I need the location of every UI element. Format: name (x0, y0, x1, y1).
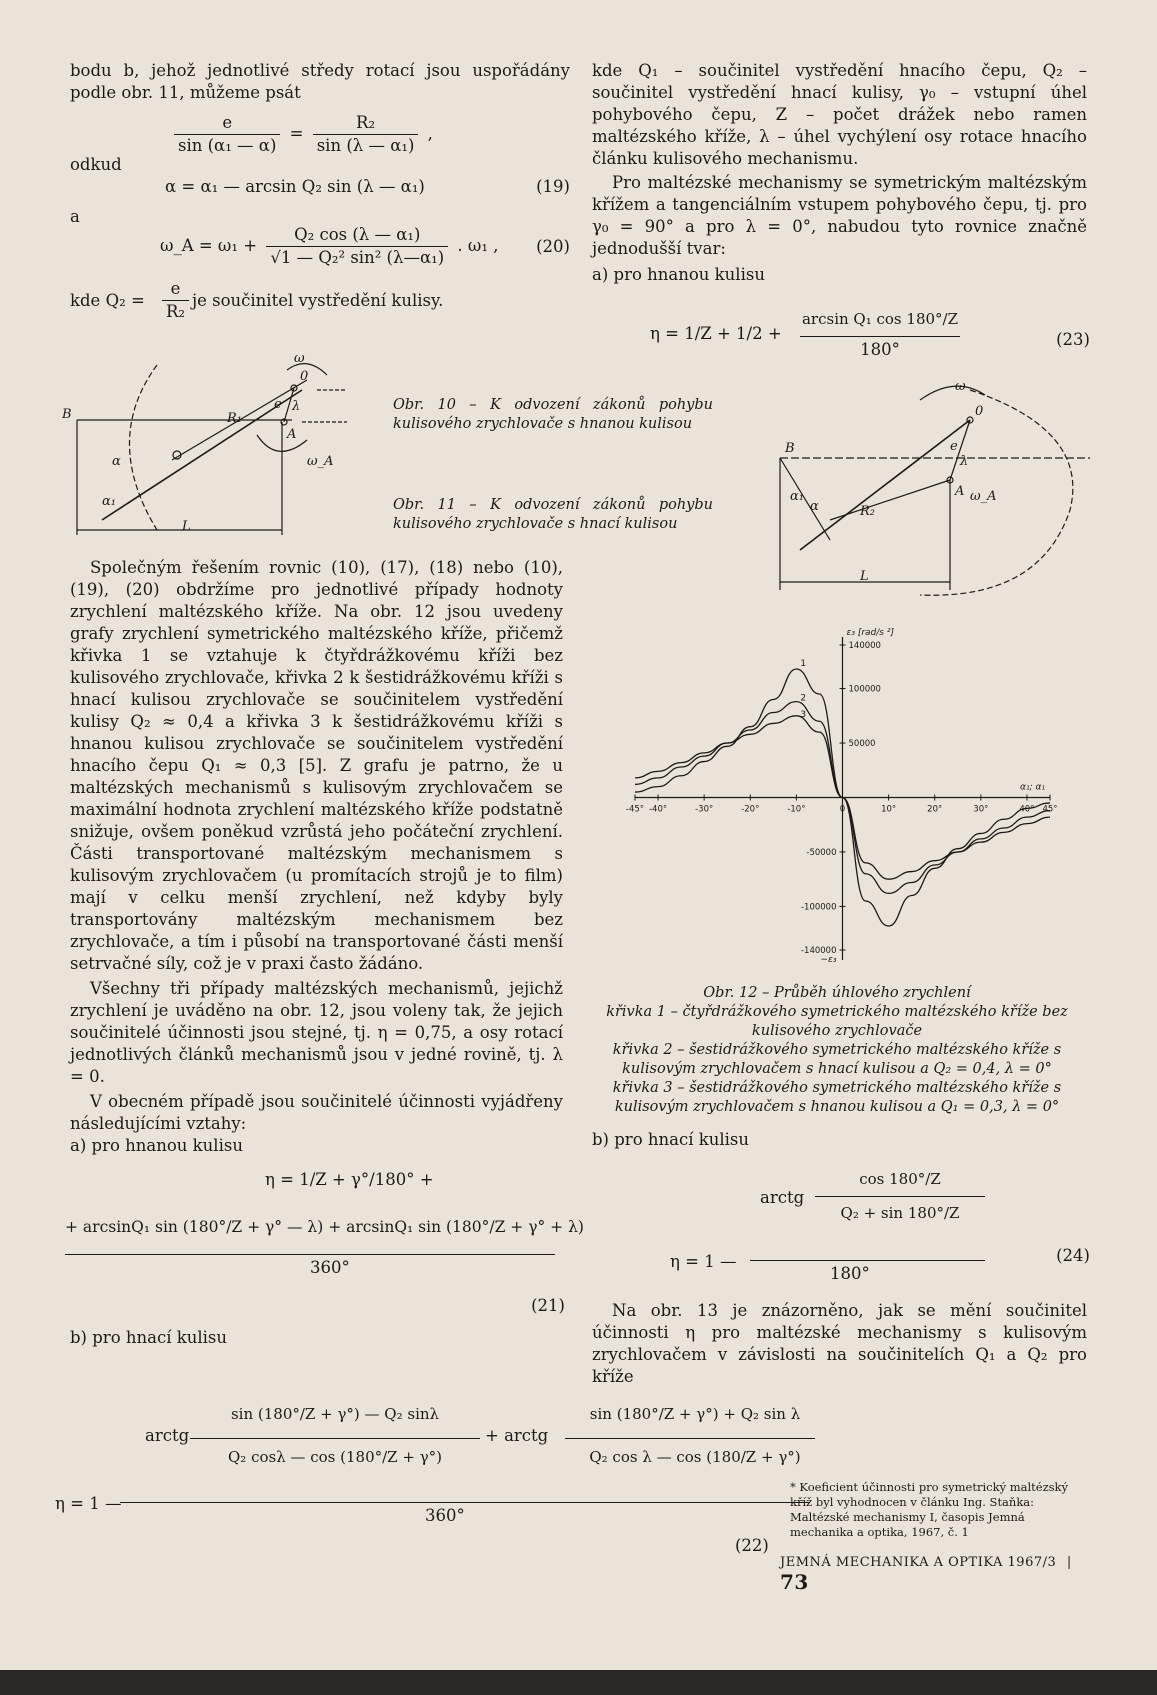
label-lambda: λ (292, 399, 301, 414)
left-b-label: b) pro hnací kulisu (70, 1328, 227, 1347)
eq-ratio: $\frac{e}{\text{sin (α₁ — α)}}$ = $\frac{\text{R₂}}{\text{sin (λ — α₁)}}$ , (70, 110, 570, 158)
scan-edge (0, 1670, 1157, 1695)
left-paragraph-4: V obecném případě jsou součinitelé účinnosti vyjádřeny následujícími vztahy: (70, 1092, 563, 1133)
x-tick-label: 30° (973, 804, 989, 815)
label-a-right: A (955, 484, 965, 499)
left-a-label: a) pro hnanou kulisu (70, 1136, 243, 1155)
series-label-3: 3 (800, 709, 807, 720)
label-a: A (287, 427, 297, 442)
x-tick-label: -10° (787, 804, 806, 815)
left-paragraph-1: bodu b, jehož jednotlivé středy rotací jsou uspořádány podle obr. 11, můžeme psát (70, 61, 570, 102)
arc-path (130, 365, 158, 530)
y-tick-label: -100000 (800, 902, 837, 913)
caption-fig-12: Obr. 12 – Průběh úhlového zrychlení křivka 1 – čtyřdrážkového symetrického maltézského kříže bez kulisového zrychlovače křivka 2 – šestidrážkového symetrického maltézského kříže s kulisovým zrychlovačem s hnací kulisou a Q₂ = 0,4, λ = 0° křivka 3 – šestidrážkového symetrického maltézského kříže s kulisovým zrychlovačem s hnanou kulisou a Q₁ = 0,3, λ = 0° (606, 985, 1068, 1115)
right-paragraph-2: Pro maltézské mechanismy se symetrickým maltézským křížem a tangenciálním vstupem pohybového čepu, tj. pro γ₀ = 90° a pro λ = 0°, nabudou tyto rovnice značně jednodušší tvar: (592, 173, 1087, 258)
crank-line (102, 390, 302, 520)
label-r2-right: R₂ (860, 504, 875, 519)
label-b: B (62, 407, 72, 422)
label-omega-right: ω (955, 379, 966, 394)
eq-22: sin (180°/Z + γ°) — Q₂ sinλ Q₂ cosλ — cos (180°/Z + γ°) arctg + arctg sin (180°/Z + γ°) + Q₂ sin λ Q₂ cos λ — cos (180/Z + γ°) η = 1 — 360° (22) (55, 1390, 765, 1560)
eq-20: ω_A = ω₁ + $\frac{\text{Q₂ cos (λ — α₁)}}{\text{√1 — Q₂² sin² (λ—α₁)}}$ . ω₁ , (20) (160, 225, 570, 267)
caption-fig-10: Obr. 10 – K odvození zákonů pohybu kulisového zrychlovače s hnanou kulisou (393, 397, 713, 432)
y-tick-label: -50000 (806, 847, 837, 858)
x-tick-label: 20° (927, 804, 943, 815)
left-paragraph-2: Společným řešením rovnic (10), (17), (18) nebo (10), (19), (20) obdržíme pro jednotlivé případy hodnoty zrychlení maltézského kříže. Na obr. 12 jsou uvedeny grafy zrychlení symetrického maltézského kříže, přičemž křivka 1 se vztahuje k čtyřdrážkovému kříži bez kulisového zrychlovače, křivka 2 k šestidrážkovému kříži s hnací kulisou zrychlovače se součinitelem vystředění kulisy Q₂ ≈ 0,4 a křivka 3 k šestidrážkovému kříži s hnanou kulisou zrychlovače se součinitelem vystředění hnacího čepu Q₁ ≈ 0,3 [5]. Z grafu je patrno, že u maltézských mechanismů s kulisovým zrychlovačem se maximální hodnota zrychlení maltézského kříže podstatně snižuje, ovšem poněkud vzrůstá jeho počáteční zrychlení. Části transportované maltézským mechanismem s kulisovým zrychlovačem (u promítacích strojů je to film) mají v celku menší zrychlení, než kdyby byly transportovány maltézským mechanismem bez zrychlovače, a tím i působí na transportované části menší setrvačné síly, což je v praxi často žádáno. (70, 558, 563, 973)
series-label-1: 1 (800, 658, 807, 669)
label-alpha: α (112, 454, 121, 469)
eq-19: α = α₁ — arcsin Q₂ sin (λ — α₁) (19) (165, 177, 570, 196)
y-tick-label: -140000 (800, 946, 837, 956)
crank-right (800, 420, 970, 550)
eq22-bar1 (190, 1438, 480, 1439)
x-axis-label: α₁; α₁ (1020, 782, 1045, 793)
x-tick-label: 45° (1042, 804, 1058, 815)
x-tick-label: 10° (881, 804, 897, 815)
fig-10-11-diagram (62, 350, 382, 540)
journal-name: JEMNÁ MECHANIKA A OPTIKA 1967/3 (780, 1555, 1057, 1570)
label-omega-a-right: ω_A (970, 489, 997, 504)
right-column (592, 60, 1087, 286)
label-o: 0 (300, 369, 309, 384)
right-a-label: a) pro hnanou kulisu (592, 265, 765, 284)
caption-fig-11: Obr. 11 – K odvození zákonů pohybu kulisového zrychlovače s hnací kulisou (393, 497, 713, 532)
label-omega-a: ω_A (307, 454, 334, 469)
page-footer: JEMNÁ MECHANIKA A OPTIKA 1967/3 | 73 (780, 1555, 1072, 1594)
label-b-right: B (785, 441, 795, 456)
odkud-text: odkud (70, 155, 122, 174)
x-tick-label: 0 (839, 804, 846, 815)
a-text: a (70, 207, 80, 226)
eq22-main-bar (120, 1502, 810, 1503)
label-lambda-right: λ (960, 454, 969, 469)
footnote: * Koeficient účinnosti pro symetrický maltézský kříž byl vyhodnocen v článku Ing. Staňka: Maltézské mechanismy I, časopis Jemná mechanika a optika, 1967, č. 1 (790, 1480, 1069, 1539)
eq21-bar (65, 1254, 555, 1255)
y-axis-label: ε₃ [rad/s ²] (846, 628, 894, 638)
y-tick-label: 100000 (848, 684, 881, 695)
eq22-bar2 (565, 1438, 815, 1439)
label-omega: ω (294, 351, 305, 366)
y-axis-label-neg: −ε₃ (820, 955, 837, 965)
label-r1: R₁ (227, 411, 242, 426)
label-e-right: e (950, 439, 958, 454)
x-tick-label: -40° (648, 804, 668, 815)
left-paragraph-3: Všechny tři případy maltézských mechanismů, jejichž zrychlení je uváděno na obr. 12, jsou voleny tak, že jejich součinitelé účinnosti jsou stejné, tj. η = 0,75, a osy rotací jednotlivých článků mechanismů jsou v jedné rovině, tj. λ = 0. (70, 979, 563, 1086)
label-o-right: 0 (975, 404, 984, 419)
fig-11-diagram (770, 370, 1090, 600)
kde-line: kde Q₂ = $\frac{e}{\text{R₂}}$ je součinitel vystředění kulisy. (70, 279, 444, 321)
omega-arrow-right (920, 386, 985, 400)
series-label-2: 2 (800, 693, 807, 704)
x-tick-label: 40° (1019, 804, 1035, 815)
y-tick-label: 140000 (848, 641, 881, 651)
label-alpha-right: α (810, 499, 819, 514)
label-alpha1-right: α₁ (790, 489, 804, 504)
right-column-lower (592, 1300, 1087, 1388)
eq24-main-bar (750, 1260, 985, 1261)
eq-23: η = 1/Z + 1/2 + arcsin Q₁ cos 180°/Z 180° (23) (650, 310, 1090, 359)
label-l-right: L (860, 569, 869, 584)
x-tick-label: -20° (741, 804, 760, 815)
label-alpha1: α₁ (102, 494, 116, 509)
x-tick-label: -45° (625, 804, 645, 815)
x-tick-label: -30° (695, 804, 714, 815)
left-column-lower (70, 557, 563, 1157)
label-e: e (274, 397, 282, 412)
eq-21: η = 1/Z + γ°/180° + + arcsinQ₁ sin (180°/Z + γ° — λ) + arcsinQ₁ sin (180°/Z + γ° + λ) 360° (21) (65, 1170, 584, 1315)
left-column (70, 60, 570, 322)
page-number: 73 (780, 1570, 809, 1594)
right-paragraph-1: kde Q₁ – součinitel vystředění hnacího čepu, Q₂ – součinitel vystředění hnací kulisy, γ₀ – vstupní úhel pohybového čepu, Z – počet drážek nebo ramen maltézského kříže, λ – úhel vychýlení osy rotace hnacího článku kulisového mechanismu. (592, 61, 1087, 168)
eq23-bar (800, 336, 960, 337)
alpha-line (780, 458, 830, 540)
eq24-inner-bar (815, 1196, 985, 1197)
fig-12-chart (620, 625, 1065, 970)
label-l: L (182, 519, 191, 534)
y-tick-label: 50000 (848, 739, 876, 750)
right-b-label: b) pro hnací kulisu (592, 1130, 749, 1149)
right-paragraph-3: Na obr. 13 je znázorněno, jak se mění součinitel účinnosti η pro maltézské mechanismy s kulisovým zrychlovačem v závislosti na součinitelích Q₁ a Q₂ pro kříže (592, 1301, 1087, 1386)
r2-line (830, 480, 950, 520)
eq-24: cos 180°/Z Q₂ + sin 180°/Z arctg η = 1 — 180° (24) (670, 1170, 1090, 1283)
